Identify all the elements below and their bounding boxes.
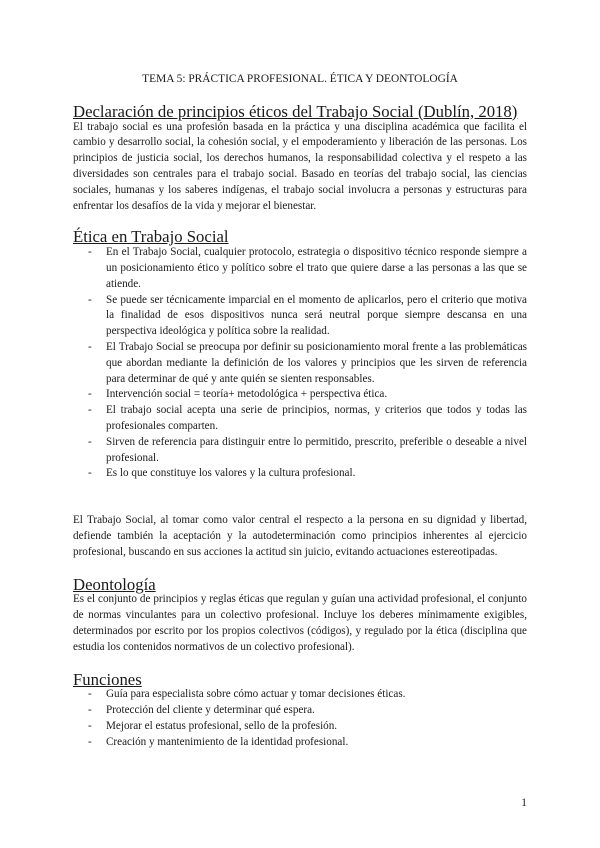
list-item: - Protección del cliente y determinar qué espera. bbox=[106, 703, 527, 719]
paragraph-deontologia: Es el conjunto de principios y reglas éticas que regulan y guían una actividad profesional, el conjunto de normas vinculantes para un colectivo profesional. Incluye los deberes mínimamente exigibles, determinados por escrito por los propios colectivos (códigos), y regulado por la ética (disciplina que estudia los contenidos normativos de un colectivo profesional). bbox=[73, 593, 527, 653]
section-deontologia bbox=[73, 574, 527, 656]
list-item: - Es lo que constituye los valores y la cultura profesional. bbox=[106, 466, 527, 482]
section-heading-declaracion: Declaración de principios éticos del Trabajo Social (Dublín, 2018) bbox=[73, 101, 518, 121]
section-etica bbox=[73, 229, 527, 560]
list-item: - Se puede ser técnicamente imparcial en el momento de aplicarlos, pero el criterio que motiva la finalidad de esos dispositivos nunca será neutral porque siempre descansa en una perspectiva ideológica y política sobre la realidad. bbox=[106, 293, 527, 340]
section-heading-etica: Ética en Trabajo Social bbox=[73, 227, 229, 247]
list-item: - En el Trabajo Social, cualquier protocolo, estrategia o dispositivo técnico responde siempre a un posicionamiento ético y político sobre el trato que quiere darse a las personas a las que se atiende. bbox=[106, 245, 527, 292]
section-funciones bbox=[73, 669, 527, 751]
funciones-list bbox=[73, 687, 527, 750]
document-title: TEMA 5: PRÁCTICA PROFESIONAL. ÉTICA Y DEONTOLOGÍA bbox=[142, 73, 458, 85]
etica-list bbox=[73, 245, 527, 482]
spacer bbox=[73, 498, 527, 513]
section-heading-deontologia: Deontología bbox=[73, 574, 156, 594]
section-heading-funciones: Funciones bbox=[73, 669, 142, 689]
paragraph-declaracion: El trabajo social es una profesión basada en la práctica y una disciplina académica que facilita el cambio y desarrollo social, la cohesión social, y el empoderamiento y liberación de las personas. Los principios de justicia social, los derechos humanos, la responsabilidad colectiva y el respeto a las diversidades son centrales para el trabajo social. Basado en teorías del trabajo social, las ciencias sociales, humanas y los saberes indígenas, el trabajo social involucra a personas y estructuras para enfrentar los desafíos de la vida y mejorar el bienestar. bbox=[73, 120, 527, 212]
list-item: - Creación y mantenimiento de la identidad profesional. bbox=[106, 735, 527, 751]
document-page bbox=[73, 72, 527, 750]
list-item: - Guía para especialista sobre cómo actuar y tomar decisiones éticas. bbox=[106, 687, 527, 703]
spacer bbox=[73, 482, 527, 498]
list-item: - Intervención social = teoría+ metodológica + perspectiva ética. bbox=[106, 387, 527, 403]
list-item: - Mejorar el estatus profesional, sello de la profesión. bbox=[106, 719, 527, 735]
list-item: - El Trabajo Social se preocupa por definir su posicionamiento moral frente a las problemáticas que abordan mediante la definición de los valores y principios que les sirven de referencia para determinar de qué y ante quién se sienten responsables. bbox=[106, 340, 527, 387]
list-item: - Sirven de referencia para distinguir entre lo permitido, prescrito, preferible o deseable a nivel profesional. bbox=[106, 435, 527, 467]
list-item: - El trabajo social acepta una serie de principios, normas, y criterios que todos y todas las profesionales comparten. bbox=[106, 403, 527, 435]
paragraph-etica-closing: El Trabajo Social, al tomar como valor central el respecto a la persona en su dignidad y libertad, defiende también la aceptación y la autodeterminación como principios inherentes al ejercicio profesional, buscando en sus acciones la actitud sin juicio, evitando actuaciones estereotipadas. bbox=[73, 514, 527, 558]
section-declaracion bbox=[73, 101, 527, 215]
page-number: 1 bbox=[521, 797, 527, 809]
